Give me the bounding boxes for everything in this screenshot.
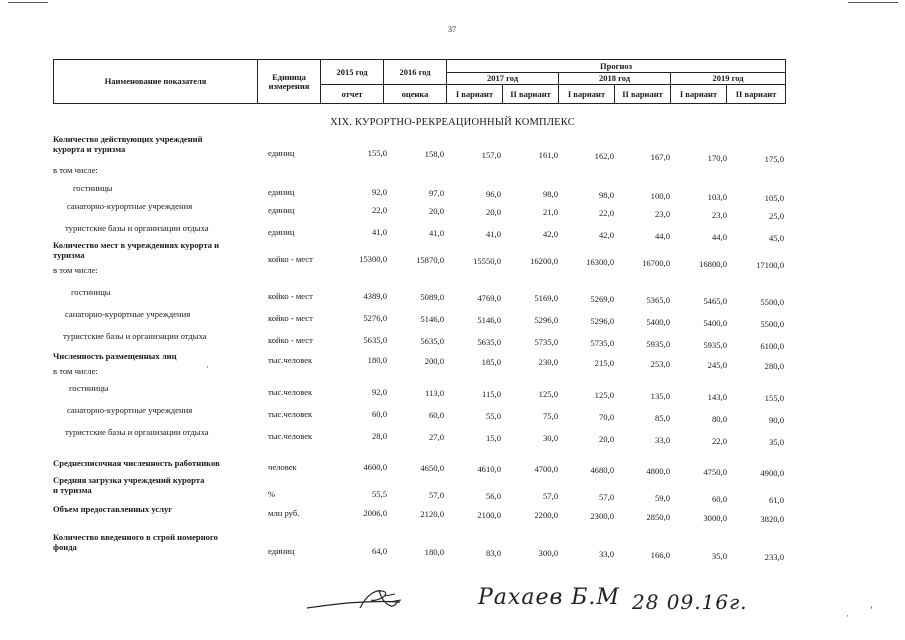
row-value: 5500,0 [760,297,784,307]
row-value: 90,0 [768,415,784,425]
row-value: 4600,0 [363,462,387,472]
row-value: 6100,0 [760,341,784,351]
row-label: туризма [53,250,85,260]
row-value: 97,0 [428,188,444,198]
row-value: 5400,0 [646,317,670,327]
scan-speck: · [206,362,209,372]
signature [305,578,425,620]
row-value: 113,0 [424,388,444,398]
row-value: 2100,0 [477,510,501,520]
row-value: 98,0 [542,189,558,199]
row-value: 105,0 [764,193,784,203]
handwritten-name: Рахаев Б.М [478,585,620,610]
row-value: 2006,0 [363,508,387,518]
section-title: XIX. КУРОРТНО-РЕКРЕАЦИОННЫЙ КОМПЛЕКС [330,117,575,128]
row-value: 41,0 [371,227,387,237]
row-value: 20,0 [428,206,444,216]
row-value: 158,0 [424,149,444,159]
row-label: Количество действующих учреждений [53,134,203,144]
row-value: 5735,0 [534,337,558,347]
table-row: Средняя загрузка учреждений курорта и туризма % 55,5 57,0 56,0 57,0 57,0 59,0 60,0 61,0 [53,475,784,505]
row-value: 2120,0 [420,509,444,519]
row-value: 103,0 [707,192,727,202]
row-value: 5296,0 [534,315,558,325]
row-label: в том числе: [53,366,98,376]
header-unit: Единица измерения [258,60,321,104]
page-number: 37 [448,25,456,34]
row-value: 5465,0 [703,296,727,306]
row-label: курорта и туризма [53,144,126,154]
row-value: 96,0 [485,189,501,199]
row-value: 3820,0 [760,514,784,524]
table-row: санаторно-курортные учреждения койко - мест 5276,0 5146,0 5146,0 5296,0 5296,0 5400,0 5400,0 5500,0 [65,309,784,329]
row-value: 5935,0 [703,340,727,350]
row-label: фонда [53,542,77,552]
row-value: 5276,0 [363,313,387,323]
row-value: 22,0 [711,436,727,446]
row-label: Количество мест в учреждениях курорта и [53,240,220,250]
row-label: санаторно-курортные учреждения [67,201,193,211]
row-value: 15870,0 [416,255,444,265]
row-value: 22,0 [598,208,614,218]
header-2017: 2017 год [447,73,559,85]
header-estimate: оценка [384,85,447,104]
row-value: 161,0 [538,150,558,160]
row-value: 4650,0 [420,463,444,473]
table-row: Среднесписочная численность работников человек 4600,0 4650,0 4610,0 4700,0 4680,0 4800,0 4750,0 4900,0 [53,458,784,478]
row-value: 15300,0 [359,254,387,264]
row-value: 80,0 [711,414,727,424]
row-label: гостиницы [73,183,113,193]
row-value: 92,0 [371,187,387,197]
row-value: 30,0 [542,433,558,443]
row-value: 2200,0 [534,510,558,520]
row-value: 61,0 [768,495,784,505]
row-value: 22,0 [371,205,387,215]
table-row: туристские базы и организации отдыха койко - мест 5635,0 5635,0 5635,0 5735,0 5735,0 5935,0 5935,0 6100,0 [63,331,784,351]
row-value: 20,0 [485,207,501,217]
row-label: гостиницы [69,383,109,393]
row-value: 5935,0 [646,339,670,349]
row-label: туристские базы и организации отдыха [65,223,209,233]
row-value: 3000,0 [703,513,727,523]
table-row: гостиницы единиц 92,0 97,0 96,0 98,0 98,0 100,0 103,0 105,0 [73,183,784,203]
row-value: 125,0 [538,389,558,399]
row-value: 17100,0 [756,260,784,270]
table-row: Численность размещенных лиц тыс.человек 180,0 200,0 185,0 230,0 215,0 253,0 245,0 280,0 [53,351,784,371]
row-value: 4900,0 [760,468,784,478]
row-value: 44,0 [711,232,727,242]
table-row: гостиницы тыс.человек 92,0 113,0 115,0 125,0 125,0 135,0 143,0 155,0 [69,383,784,403]
row-value: 4700,0 [534,464,558,474]
row-value: 180,0 [367,355,387,365]
row-value: 60,0 [428,410,444,420]
row-value: 280,0 [764,361,784,371]
row-value: 5365,0 [646,295,670,305]
row-value: 85,0 [654,413,670,423]
row-value: 15550,0 [473,256,501,266]
row-label: и туризма [53,485,92,495]
row-value: 4769,0 [477,293,501,303]
row-value: 70,0 [598,412,614,422]
row-value: 23,0 [711,210,727,220]
row-value: 42,0 [542,229,558,239]
table-row: санаторно-курортные учреждения тыс.человек 60,0 60,0 55,0 75,0 70,0 85,0 80,0 90,0 [67,405,784,425]
table-row: туристские базы и организации отдыха единиц 41,0 41,0 41,0 42,0 42,0 44,0 44,0 45,0 [65,223,784,243]
row-value: 230,0 [538,357,558,367]
row-value: 5735,0 [590,338,614,348]
row-value: 57,0 [542,491,558,501]
row-label: санаторно-курортные учреждения [67,405,193,415]
row-value: 16200,0 [530,256,558,266]
row-value: 5269,0 [590,294,614,304]
header-2018-var2: II вариант [615,85,671,104]
table-header [53,59,786,104]
row-label: Количество введенного в строй номерного [53,532,218,542]
header-2016: 2016 год [384,60,447,85]
header-2019: 2019 год [671,73,786,85]
row-value: 60,0 [711,494,727,504]
row-value: 4610,0 [477,464,501,474]
row-value: 253,0 [650,359,670,369]
row-value: 143,0 [707,392,727,402]
top-left-scan-edge [8,2,48,3]
table-row: Количество введенного в строй номерного фонда единиц 64,0 180,0 83,0 300,0 33,0 166,0 35,0 233,0 [53,532,784,562]
row-value: 157,0 [481,150,501,160]
top-right-scan-edge [848,2,898,3]
header-2019-var1: I вариант [671,85,727,104]
row-value: 167,0 [650,152,670,162]
row-value: 60,0 [371,409,387,419]
row-value: 15,0 [485,433,501,443]
row-value: 5169,0 [534,293,558,303]
row-value: 5500,0 [760,319,784,329]
header-2018: 2018 год [559,73,671,85]
scan-speck: ʼ [870,605,873,615]
table-row [0,165,905,178]
row-value: 4800,0 [646,466,670,476]
row-value: 185,0 [481,357,501,367]
header-2015: 2015 год [321,60,384,85]
row-label: в том числе: [53,265,98,275]
row-value: 42,0 [598,230,614,240]
row-value: 28,0 [371,431,387,441]
table-row: туристские базы и организации отдыха тыс.человек 28,0 27,0 15,0 30,0 20,0 33,0 22,0 35,0 [65,427,784,447]
row-value: 16300,0 [586,257,614,267]
row-value: 56,0 [485,491,501,501]
row-value: 44,0 [654,231,670,241]
row-value: 33,0 [598,549,614,559]
table-row: Количество мест в учреждениях курорта и туризма койко - мест 15300,0 15870,0 15550,0 16200,0 16300,0 16700,0 16800,0 17100,0 [53,240,784,270]
row-value: 57,0 [598,492,614,502]
row-value: 233,0 [764,552,784,562]
row-value: 23,0 [654,209,670,219]
row-value: 33,0 [654,435,670,445]
row-value: 5400,0 [703,318,727,328]
header-2017-var2: II вариант [503,85,559,104]
row-value: 5635,0 [477,337,501,347]
row-value: 5635,0 [363,335,387,345]
row-value: 45,0 [768,233,784,243]
row-value: 4680,0 [590,465,614,475]
row-label: гостиницы [71,287,111,297]
row-value: 300,0 [538,548,558,558]
row-value: 200,0 [424,356,444,366]
row-label: Среднесписочная численность работников [53,458,220,468]
header-2019-var2: II вариант [727,85,786,104]
row-value: 166,0 [650,550,670,560]
row-value: 115,0 [481,389,501,399]
table-row [0,366,905,379]
row-value: 180,0 [424,547,444,557]
row-value: 125,0 [594,390,614,400]
header-2018-var1: I вариант [559,85,615,104]
row-value: 27,0 [428,432,444,442]
header-2017-var1: I вариант [447,85,503,104]
row-label: туристские базы и организации отдыха [65,427,209,437]
row-value: 155,0 [764,393,784,403]
row-value: 98,0 [598,190,614,200]
row-value: 135,0 [650,391,670,401]
row-value: 2850,0 [646,512,670,522]
row-label: Средняя загрузка учреждений курорта [53,475,205,485]
header-report: отчет [321,85,384,104]
row-value: 35,0 [768,437,784,447]
handwritten-date: 28 09.16г. [632,590,748,614]
row-value: 55,5 [371,489,387,499]
row-value: 5146,0 [420,314,444,324]
row-value: 25,0 [768,211,784,221]
row-value: 5635,0 [420,336,444,346]
row-label: Объем предоставленных услуг [53,504,173,514]
table-row [0,265,905,278]
row-value: 21,0 [542,207,558,217]
table-row: санаторно-курортные учреждения единиц 22,0 20,0 20,0 21,0 22,0 23,0 23,0 25,0 [67,201,784,221]
row-label: в том числе: [53,165,98,175]
header-indicator: Наименование показателя [54,60,258,104]
row-value: 75,0 [542,411,558,421]
row-value: 170,0 [707,153,727,163]
row-value: 175,0 [764,154,784,164]
row-value: 35,0 [711,551,727,561]
row-value: 55,0 [485,411,501,421]
row-value: 59,0 [654,493,670,503]
header-forecast: Прогноз [447,60,786,73]
row-value: 64,0 [371,546,387,556]
row-value: 5296,0 [590,316,614,326]
row-value: 5146,0 [477,315,501,325]
row-value: 83,0 [485,548,501,558]
row-value: 16800,0 [699,259,727,269]
row-label: санаторно-курортные учреждения [65,309,191,319]
row-value: 5089,0 [420,292,444,302]
table-row: гостиницы койко - мест 4389,0 5089,0 4769,0 5169,0 5269,0 5365,0 5465,0 5500,0 [71,287,784,307]
row-value: 41,0 [485,229,501,239]
table-row: Количество действующих учреждений курорта и туризма единиц 155,0 158,0 157,0 161,0 162,0 167,0 170,0 175,0 [53,134,784,164]
row-value: 215,0 [594,358,614,368]
row-value: 16700,0 [642,258,670,268]
row-label: туристские базы и организации отдыха [63,331,207,341]
row-value: 4389,0 [363,291,387,301]
row-value: 162,0 [594,151,614,161]
row-value: 100,0 [650,191,670,201]
row-value: 41,0 [428,228,444,238]
row-value: 155,0 [367,148,387,158]
scan-speck: · [846,611,849,621]
row-label: Численность размещенных лиц [53,351,177,361]
table-row: Объем предоставленных услуг млн руб. 2006,0 2120,0 2100,0 2200,0 2300,0 2850,0 3000,0 3820,0 [53,504,784,524]
row-value: 4750,0 [703,467,727,477]
row-value: 245,0 [707,360,727,370]
row-value: 92,0 [371,387,387,397]
row-value: 2300,0 [590,511,614,521]
row-value: 20,0 [598,434,614,444]
row-value: 57,0 [428,490,444,500]
